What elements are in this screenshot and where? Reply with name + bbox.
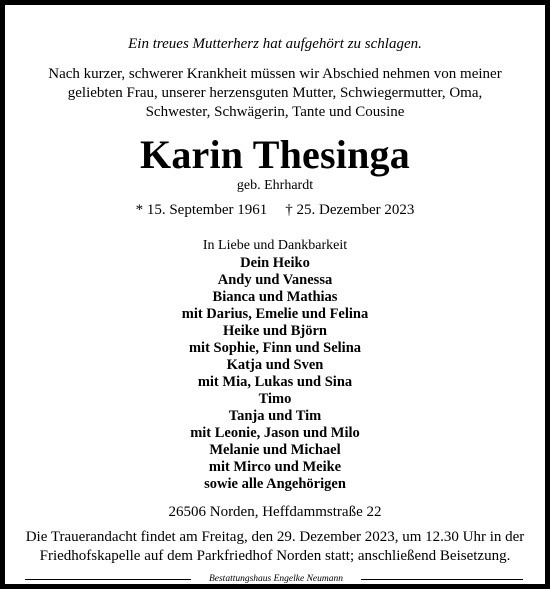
list-item: Heike und Björn [223,323,327,339]
birth-date: * 15. September 1961 [135,202,268,218]
list-item: mit Darius, Emelie und Felina [181,306,369,322]
birth-name: geb. Ehrhardt [236,178,314,193]
list-item: Tanja und Tim [228,408,322,424]
service-info [5,528,545,566]
life-dates [5,201,545,220]
closing-phrase: In Liebe und Dankbarkeit [202,238,348,253]
intro-line: geliebten Frau, unserer herzensguten Mutter, Schwiegermutter, Oma, [67,85,483,101]
mourners-list [5,255,545,493]
service-line: Die Trauerandacht findet am Freitag, den 29. Dezember 2023, um 12.30 Uhr in der [25,529,525,545]
family-address: 26506 Norden, Heffdammstraße 22 [168,504,382,520]
list-item: mit Sophie, Finn und Selina [188,340,362,356]
list-item: mit Mirco und Meike [208,459,342,475]
list-item: mit Mia, Lukas und Sina [197,374,353,390]
undertaker-footer [5,572,545,586]
list-item: Melanie und Michael [209,442,341,458]
intro-text [5,65,545,122]
list-item: Andy und Vanessa [217,272,333,288]
footer-divider-right [361,579,523,580]
motto: Ein treues Mutterherz hat aufgehört zu schlagen. [128,36,422,52]
list-item: Dein Heiko [240,255,310,271]
list-item: sowie alle Angehörigen [204,476,346,492]
list-item: Timo [258,391,292,407]
undertaker-name: Bestattungshaus Engelke Neumann [208,574,344,584]
footer-divider-left [25,579,191,580]
service-line: Friedhofskapelle auf dem Parkfriedhof Norden statt; anschließend Beisetzung. [39,548,511,564]
intro-line: Nach kurzer, schwerer Krankheit müssen wir Abschied nehmen von meiner [48,66,502,82]
list-item: Bianca und Mathias [212,289,338,305]
intro-line: Schwester, Schwägerin, Tante und Cousine [145,104,405,120]
death-date: † 25. Dezember 2023 [285,202,415,218]
list-item: mit Leonie, Jason und Milo [190,425,360,441]
deceased-name: Karin Thesinga [140,132,410,177]
list-item: Katja und Sven [226,357,324,373]
